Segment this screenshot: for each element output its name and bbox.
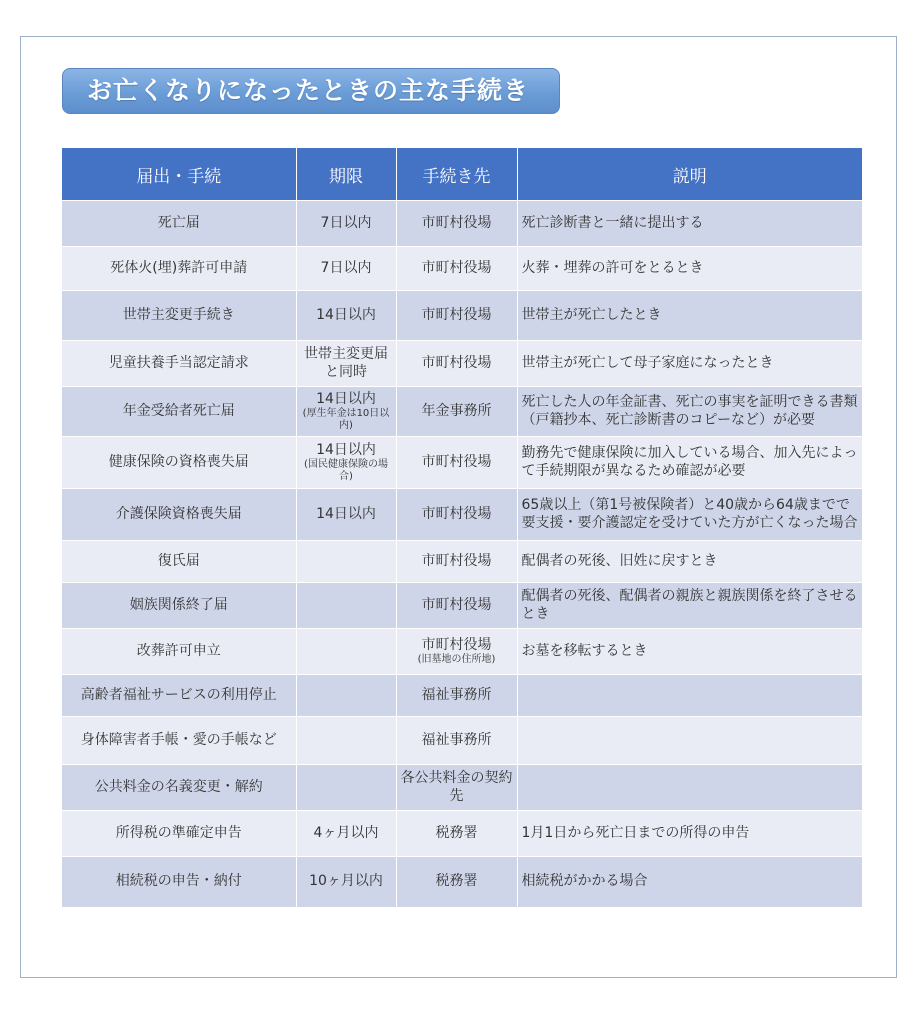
description-text: 死亡した人の年金証書、死亡の事実を証明できる書類（戸籍抄本、死亡診断書のコピーなど）が必要 [521,394,858,428]
description-text: 配偶者の死後、旧姓に戻すとき [521,552,718,569]
procedure-name: 公共料金の名義変更・解約 [94,778,263,795]
office-cell [396,201,517,247]
procedure-cell [62,765,296,811]
description-text: 火葬・埋葬の許可をとるとき [521,259,704,276]
office-name: 市町村役場 [421,636,492,653]
deadline-cell [296,675,396,717]
procedure-cell [62,541,296,583]
deadline-text: 10ヶ月以内 [309,873,383,889]
office-cell [396,629,517,675]
procedure-cell [62,629,296,675]
procedure-cell [62,341,296,387]
description-text: 65歳以上（第1号被保険者）と40歳から64歳までで要支援・要介護認定を受けていた方が亡くなった場合 [521,497,858,531]
deadline-note: (国民健康保険の場合) [304,459,388,483]
description-text: 相続税がかかる場合 [521,873,648,889]
table-row [62,541,862,583]
deadline-text: 7日以内 [320,259,372,276]
procedure-name: 介護保険資格喪失届 [115,505,242,522]
description-cell [517,341,862,387]
table-row [62,765,862,811]
procedure-name: 高齢者福祉サービスの利用停止 [80,686,277,703]
procedure-cell [62,675,296,717]
deadline-text: 14日以内 [316,306,376,323]
description-cell [517,629,862,675]
office-name: 福祉事務所 [421,686,492,703]
procedure-cell [62,583,296,629]
office-cell [396,765,517,811]
header-description: 説明 [517,148,862,201]
description-cell [517,489,862,541]
description-text: お墓を移転するとき [521,642,648,659]
table-row [62,247,862,291]
procedure-name: 死体火(埋)葬許可申請 [110,259,248,276]
deadline-text: 14日以内 [316,390,376,407]
description-cell [517,717,862,765]
page-title: お亡くなりになったときの主な手続き [62,68,560,114]
deadline-cell [296,489,396,541]
procedure-name: 児童扶養手当認定請求 [108,354,249,371]
table-row [62,489,862,541]
office-name: 市町村役場 [421,214,492,231]
procedure-cell [62,291,296,341]
procedure-cell [62,811,296,857]
deadline-text: 7日以内 [320,214,372,231]
office-cell [396,541,517,583]
procedure-name: 世帯主変更手続き [122,306,235,323]
office-cell [396,387,517,437]
office-cell [396,583,517,629]
deadline-text: 4ヶ月以内 [313,824,379,841]
table-row [62,387,862,437]
deadline-cell [296,857,396,907]
deadline-cell [296,201,396,247]
table-row [62,201,862,247]
office-name: 各公共料金の契約先 [400,770,513,804]
description-cell [517,437,862,489]
description-cell [517,201,862,247]
procedure-name: 相続税の申告・納付 [115,873,242,889]
table-row [62,291,862,341]
office-cell [396,437,517,489]
office-name: 市町村役場 [421,552,492,569]
description-cell [517,811,862,857]
description-cell [517,765,862,811]
procedure-cell [62,717,296,765]
office-name: 市町村役場 [421,453,492,470]
procedure-name: 死亡届 [157,214,200,231]
office-name: 市町村役場 [421,596,492,613]
header-office: 手続き先 [396,148,517,201]
deadline-cell [296,583,396,629]
procedure-cell [62,857,296,907]
office-name: 税務署 [435,824,478,841]
description-cell [517,247,862,291]
procedures-table [62,148,862,907]
office-cell [396,811,517,857]
procedure-name: 健康保険の資格喪失届 [108,453,249,470]
procedure-cell [62,489,296,541]
description-cell [517,291,862,341]
office-cell [396,717,517,765]
description-text: 勤務先で健康保険に加入している場合、加入先によって手続期限が異なるため確認が必要 [521,445,858,479]
deadline-cell [296,811,396,857]
description-cell [517,541,862,583]
table-row [62,341,862,387]
procedure-cell [62,387,296,437]
office-cell [396,291,517,341]
table-row [62,583,862,629]
office-cell [396,341,517,387]
office-cell [396,675,517,717]
office-name: 年金事務所 [421,402,492,419]
deadline-text: 14日以内 [316,505,376,522]
description-cell [517,583,862,629]
description-text: 世帯主が死亡して母子家庭になったとき [521,354,774,371]
procedure-name: 改葬許可申立 [136,642,221,659]
deadline-cell [296,717,396,765]
office-cell [396,857,517,907]
deadline-cell [296,387,396,437]
deadline-text: 世帯主変更届と同時 [304,346,388,380]
description-cell [517,675,862,717]
header-procedure: 届出・手続 [62,148,296,201]
description-cell [517,387,862,437]
procedure-cell [62,437,296,489]
description-text: 配偶者の死後、配偶者の親族と親族関係を終了させるとき [521,588,858,622]
deadline-cell [296,765,396,811]
procedure-name: 年金受給者死亡届 [122,402,235,419]
procedure-cell [62,247,296,291]
deadline-note: (厚生年金は10日以内) [302,408,390,432]
office-name: 市町村役場 [421,505,492,522]
office-cell [396,247,517,291]
deadline-cell [296,541,396,583]
procedure-name: 身体障害者手帳・愛の手帳など [80,731,277,748]
deadline-cell [296,341,396,387]
office-cell [396,489,517,541]
procedure-name: 姻族関係終了届 [129,596,228,613]
office-name: 市町村役場 [421,354,492,371]
table-row [62,675,862,717]
deadline-text: 14日以内 [316,441,376,458]
table-row [62,629,862,675]
deadline-cell [296,291,396,341]
table-row [62,437,862,489]
table-row [62,811,862,857]
table-header-row [62,148,862,201]
deadline-cell [296,629,396,675]
table-row [62,717,862,765]
office-name: 税務署 [435,873,478,889]
description-text: 死亡診断書と一緒に提出する [521,214,704,231]
description-text: 世帯主が死亡したとき [521,306,662,323]
office-name: 福祉事務所 [421,731,492,748]
deadline-cell [296,247,396,291]
procedure-name: 復氏届 [157,552,200,569]
description-cell [517,857,862,907]
header-deadline: 期限 [296,148,396,201]
office-name: 市町村役場 [421,306,492,323]
procedure-cell [62,201,296,247]
office-note: (旧墓地の住所地) [417,654,496,666]
description-text: 1月1日から死亡日までの所得の申告 [521,824,750,841]
deadline-cell [296,437,396,489]
office-name: 市町村役場 [421,259,492,276]
table-row [62,857,862,907]
procedure-name: 所得税の準確定申告 [115,824,242,841]
